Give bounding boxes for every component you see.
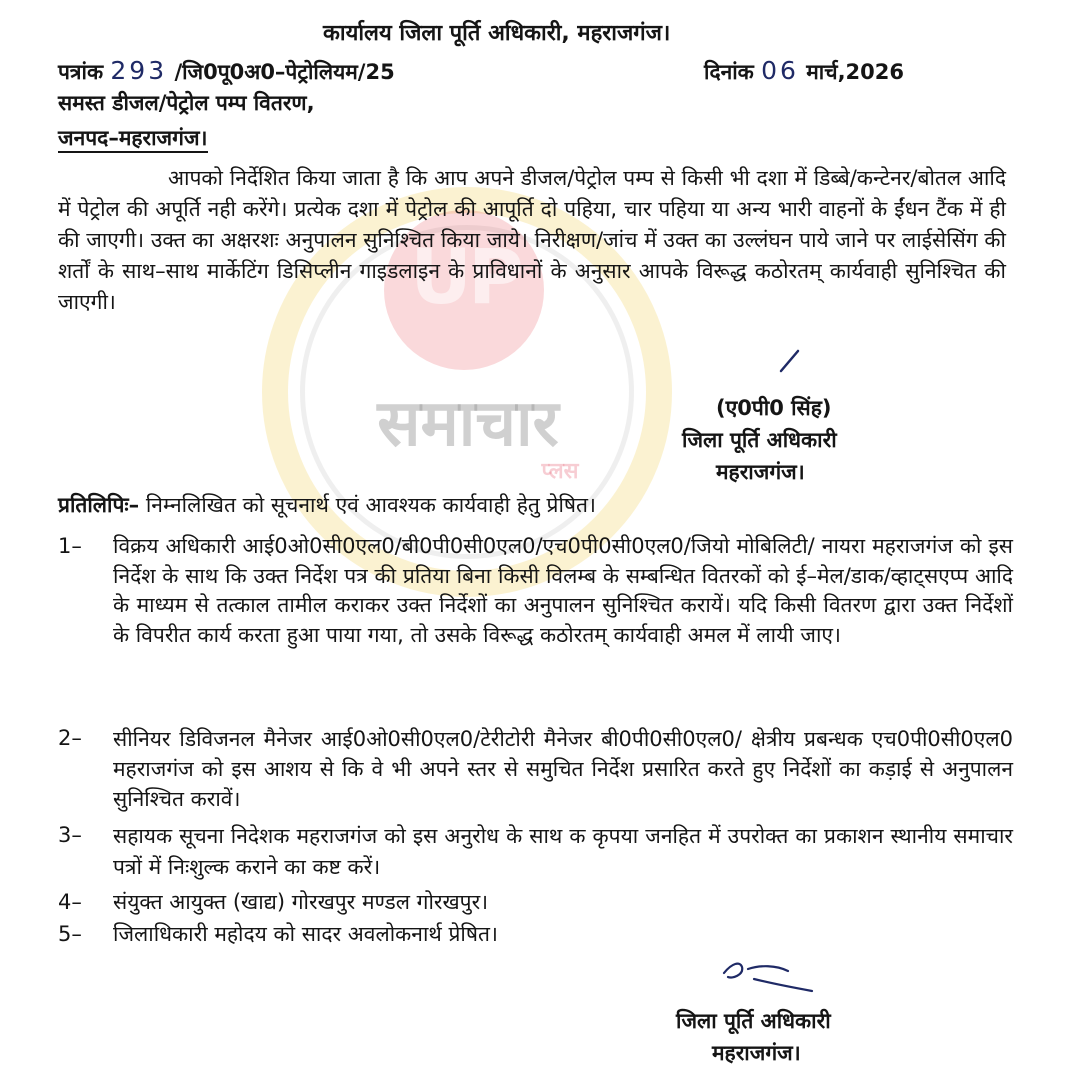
copy-item-4-number: 4– [58,890,82,914]
body-paragraph: आपको निर्देशित किया जाता है कि आप अपने डीजल/पेट्रोल पम्प से किसी भी दशा में डिब्बे/कन्टेनर/बोतल आदि में पेट्रोल की अपूर्ति नही करेंगे। प्रत्येक दशा में पेट्रोल की आपूर्ति दो पहिया, चार पहिया या अन्य भारी वाहनों के ईंधन टैंक में ही की जाएगी। उक्त का अक्षरशः अनुपालन सुनिश्चित किया जाये। निरीक्षण/जांच में उक्त का उल्लंघन पाये जाने पर लाईसेसिंग की शर्तों के साथ–साथ मार्केटिंग डिसिप्लीन गाइडलाइन के प्राविधानों के अनुसार आपके विरूद्ध कठोरतम् कार्यवाही सुनिश्चित की जाएगी। [58,166,1006,314]
copy-item-4-text: संयुक्त आयुक्त (खाद्य) गोरखपुर मण्डल गोरखपुर। [113,890,489,914]
signatory-name: (ए0पी0 सिंह) [716,396,832,420]
copy-item-5-text: जिलाधिकारी महोदय को सादर अवलोकनार्थ प्रेषित। [113,922,498,946]
office-title: कार्यालय जिला पूर्ति अधिकारी, महराजगंज। [323,21,671,46]
copy-item-1-text: विक्रय अधिकारी आई0ओ0सी0एल0/बी0पी0सी0एल0/एच0पी0सी0एल0/जियो मोबिलिटी/ नायरा महराजगंज को इस निर्देश के साथ कि उक्त निर्देश पत्र की प्रतिया बिना किसी विलम्ब के सम्बन्धित वितरकों को ई–मेल/डाक/व्हाट्सएप्प आदि के माध्यम से तत्काल तामील कराकर उक्त निर्देशों का अनुपालन सुनिश्चित करायें। यदि किसी वितरण द्वारा उक्त निर्देशों के विपरीत कार्य करता हुआ पाया गया, तो उसके विरूद्ध कठोरतम् कार्यवाही अमल में लायी जाए। [113,534,1013,647]
copy-item-2-text: सीनियर डिविजनल मैनेजर आई0ओ0सी0एल0/टेरीटोरी मैनेजर बी0पी0सी0एल0/ क्षेत्रीय प्रबन्धक एच0पी0सी0एल0 महराजगंज को इस आशय से कि वे भी अपने स्तर से समुचित निर्देश प्रसारित करते हुए निर्देशों का कड़ाई से अनुपालन सुनिश्चित करावें। [113,727,1013,811]
signature-mark-1 [778,348,802,374]
closing-place: महराजगंज। [712,1041,801,1065]
watermark-sub: प्लस [541,459,579,484]
watermark-brand: UP [410,232,520,321]
date-prefix: दिनांक [704,60,754,84]
reference-line [58,58,395,85]
closing-designation: जिला पूर्ति अधिकारी [676,1009,831,1033]
copy-item-3-number: 3– [58,823,82,847]
signature-mark-2 [718,955,818,997]
copy-item-2-number: 2– [58,726,82,750]
addressee-line-2 [58,125,208,151]
addressee-district: जनपद–महराजगंज। [58,126,208,153]
copy-item-5-number: 5– [58,922,82,946]
reference-suffix: /जि0पू0अ0–पेट्रोलियम/25 [174,60,395,84]
signatory-place: महराजगंज। [716,460,805,484]
addressee-line-1: समस्त डीजल/पेट्रोल पम्प वितरण, [58,91,315,115]
signatory-designation: जिला पूर्ति अधिकारी [682,428,837,452]
watermark-word: समाचार [377,387,559,461]
date-suffix: मार्च,2026 [806,60,905,84]
reference-number: 293 [110,56,168,85]
copy-item-1-number: 1– [58,534,82,558]
copy-heading-text: निम्नलिखित को सूचनार्थ एवं आवश्यक कार्यवाही हेतु प्रेषित। [145,493,596,517]
copy-item-3-text: सहायक सूचना निदेशक महराजगंज को इस अनुरोध के साथ क कृपया जनहित में उपरोक्त का प्रकाशन स्थानीय समाचार पत्रों में निःशुल्क कराने का कष्ट करें। [113,824,1013,879]
reference-prefix: पत्रांक [58,60,104,84]
date-day: 06 [761,56,799,85]
copy-heading-label: प्रतिलिपिः– [58,493,140,517]
date-line [704,58,904,85]
copy-heading [58,492,596,518]
